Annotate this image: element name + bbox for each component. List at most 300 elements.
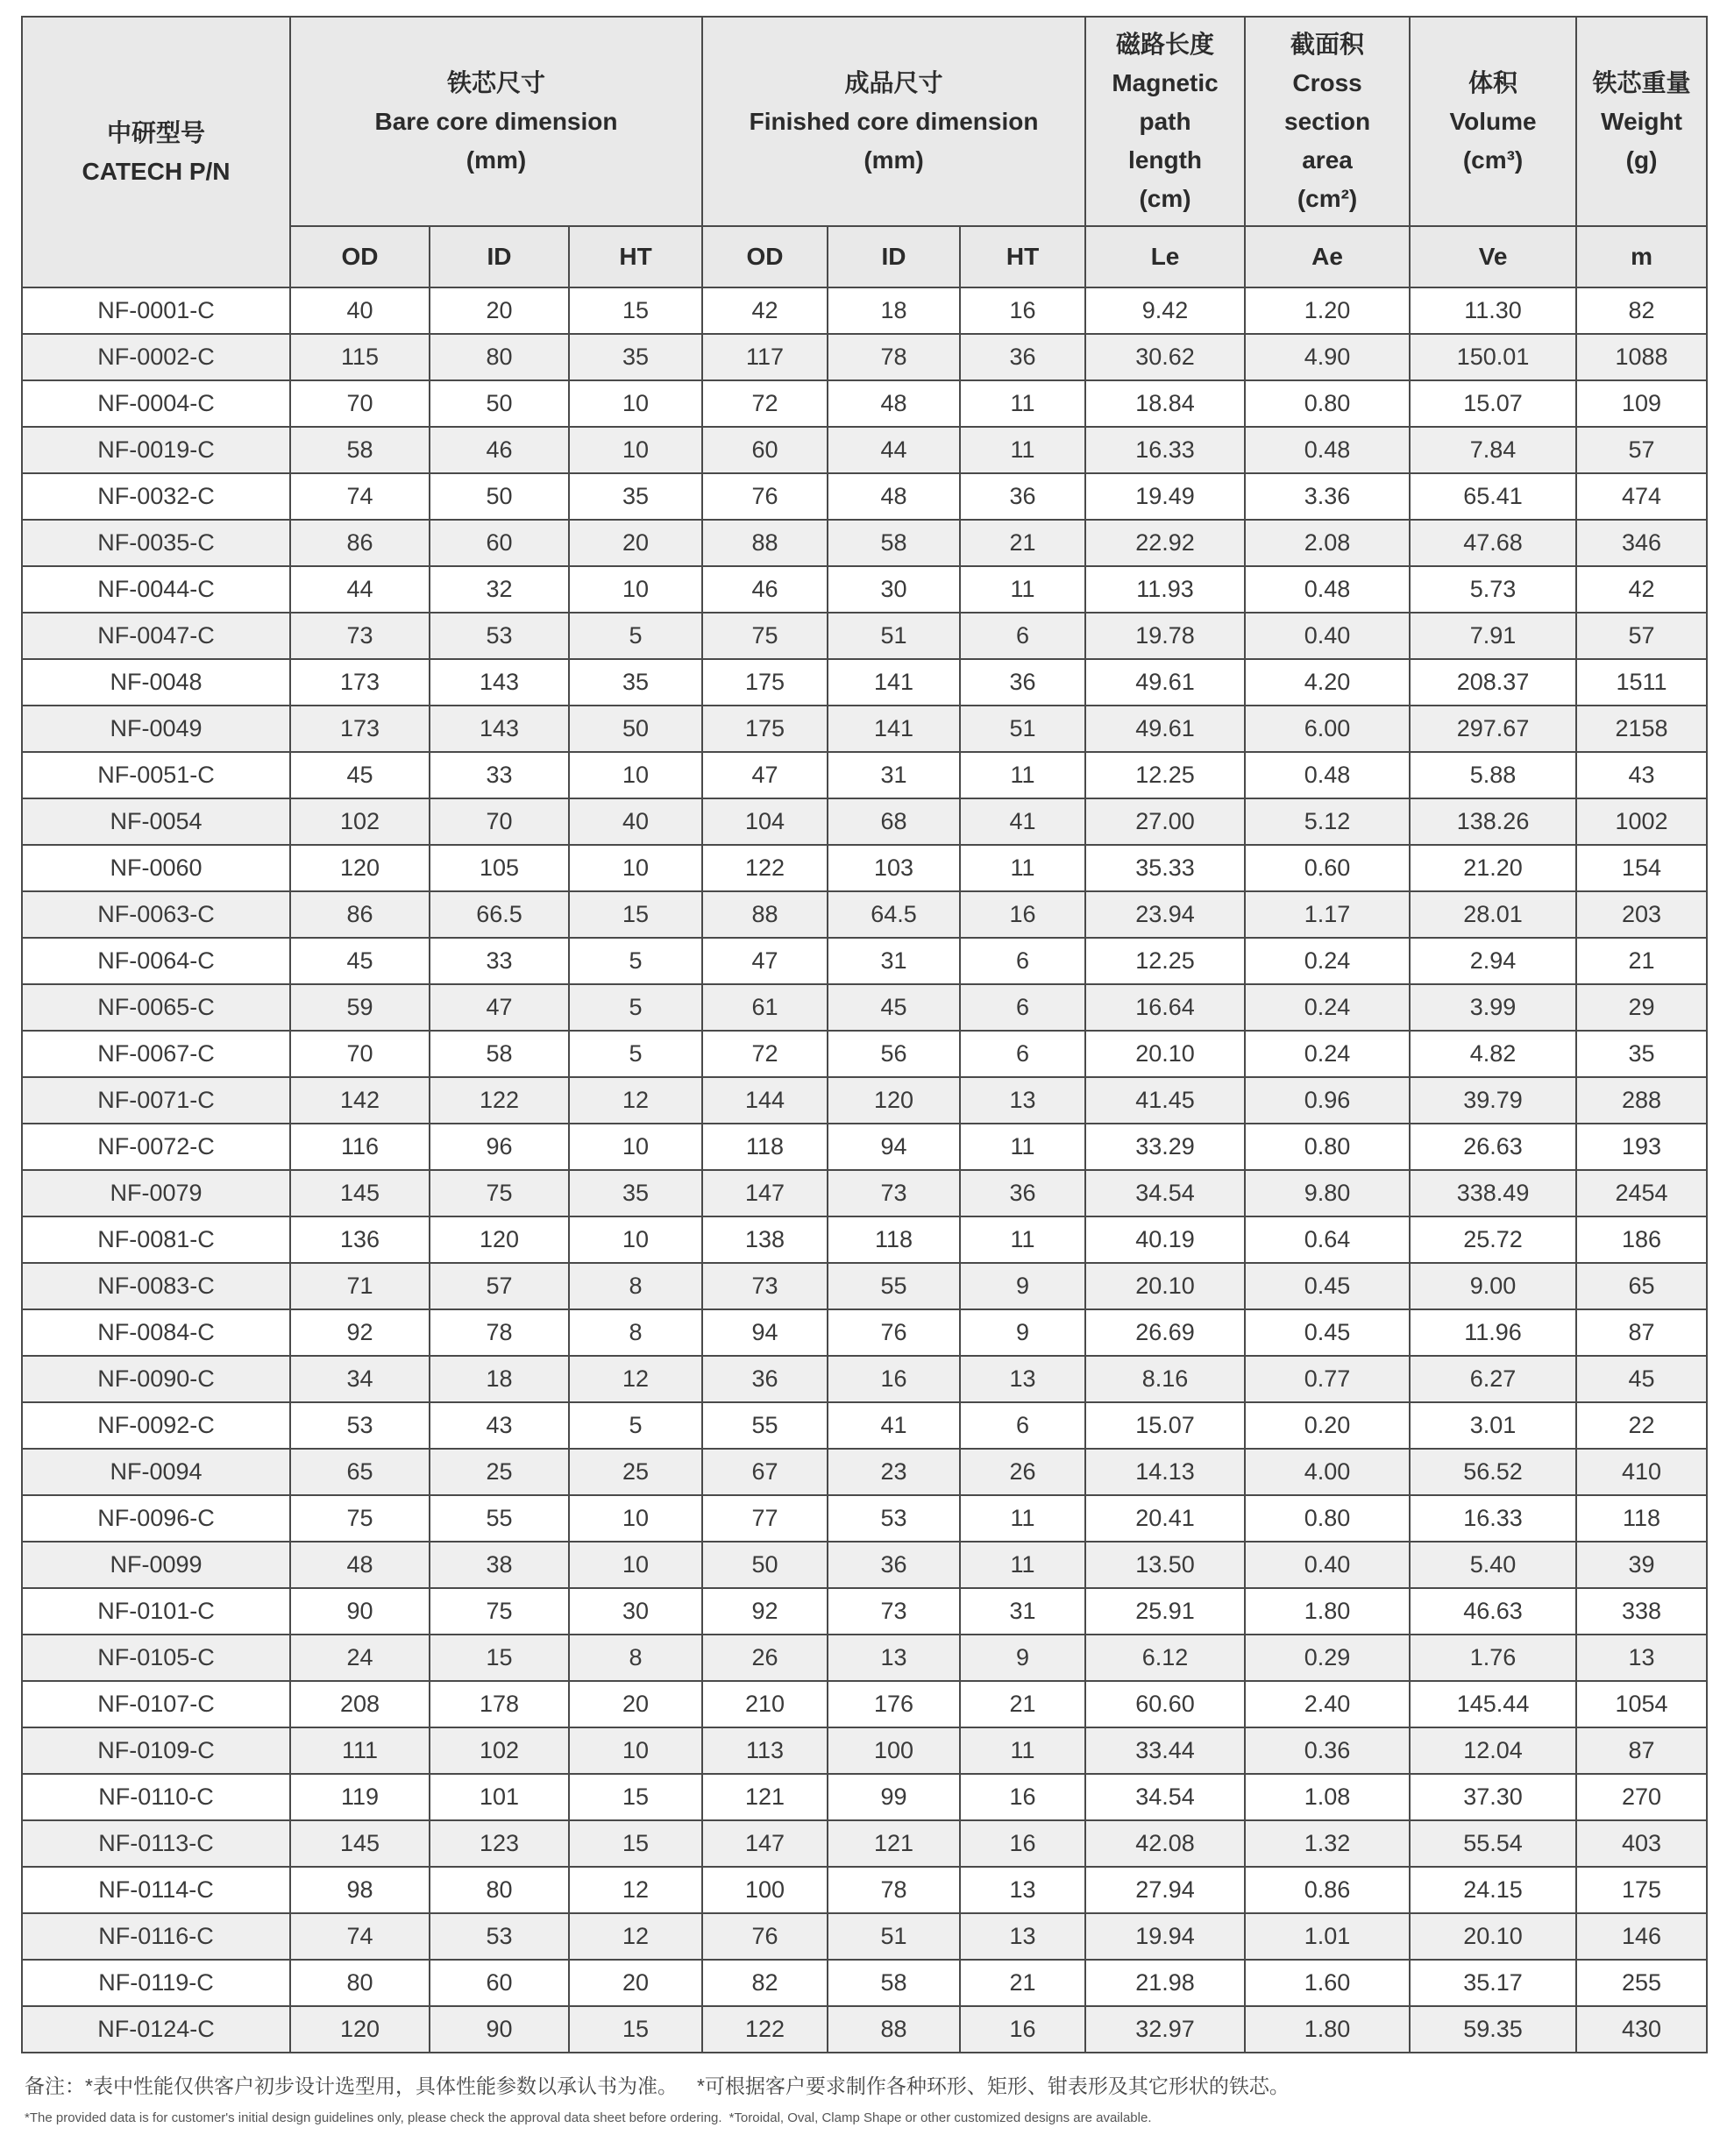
table-header — [22, 17, 1707, 287]
value-cell: 70 — [290, 1031, 430, 1077]
value-cell: 193 — [1576, 1124, 1707, 1170]
value-cell: 36 — [960, 473, 1085, 520]
value-cell: 50 — [430, 380, 569, 427]
value-cell: 32 — [430, 566, 569, 613]
table-row — [22, 473, 1707, 520]
value-cell: 13.50 — [1085, 1542, 1245, 1588]
value-cell: 56 — [828, 1031, 960, 1077]
subheader-cell: OD — [290, 226, 430, 287]
value-cell: 288 — [1576, 1077, 1707, 1124]
subheader-cell: HT — [960, 226, 1085, 287]
value-cell: 30 — [828, 566, 960, 613]
value-cell: 11 — [960, 380, 1085, 427]
part-number-cell: NF-0032-C — [22, 473, 290, 520]
value-cell: 6 — [960, 1031, 1085, 1077]
value-cell: 11 — [960, 1124, 1085, 1170]
value-cell: 0.40 — [1245, 613, 1410, 659]
value-cell: 12 — [569, 1913, 702, 1960]
value-cell: 80 — [430, 334, 569, 380]
value-cell: 35 — [569, 659, 702, 706]
value-cell: 1.01 — [1245, 1913, 1410, 1960]
value-cell: 9.80 — [1245, 1170, 1410, 1216]
value-cell: 145 — [290, 1820, 430, 1867]
footnote-en-1: *The provided data is for customer's initial design guidelines only, please check the approval data sheet before ordering. — [25, 2110, 722, 2125]
value-cell: 14.13 — [1085, 1449, 1245, 1495]
subheader-cell: OD — [702, 226, 828, 287]
part-number-cell: NF-0109-C — [22, 1727, 290, 1774]
value-cell: 186 — [1576, 1216, 1707, 1263]
header-volume: 体积 Volume (cm³) — [1410, 17, 1576, 226]
value-cell: 55 — [702, 1402, 828, 1449]
value-cell: 115 — [290, 334, 430, 380]
value-cell: 98 — [290, 1867, 430, 1913]
table-row — [22, 1774, 1707, 1820]
value-cell: 86 — [290, 891, 430, 938]
value-cell: 1088 — [1576, 334, 1707, 380]
value-cell: 0.80 — [1245, 1124, 1410, 1170]
value-cell: 53 — [430, 613, 569, 659]
value-cell: 58 — [290, 427, 430, 473]
value-cell: 1511 — [1576, 659, 1707, 706]
value-cell: 77 — [702, 1495, 828, 1542]
value-cell: 118 — [1576, 1495, 1707, 1542]
header-magnetic-path-length: 磁路长度 Magnetic path length (cm) — [1085, 17, 1245, 226]
value-cell: 34.54 — [1085, 1170, 1245, 1216]
value-cell: 9.00 — [1410, 1263, 1576, 1309]
value-cell: 44 — [290, 566, 430, 613]
value-cell: 72 — [702, 380, 828, 427]
value-cell: 76 — [702, 473, 828, 520]
value-cell: 96 — [430, 1124, 569, 1170]
value-cell: 72 — [702, 1031, 828, 1077]
value-cell: 35 — [569, 1170, 702, 1216]
value-cell: 44 — [828, 427, 960, 473]
value-cell: 80 — [290, 1960, 430, 2006]
value-cell: 49.61 — [1085, 659, 1245, 706]
value-cell: 34 — [290, 1356, 430, 1402]
value-cell: 43 — [430, 1402, 569, 1449]
value-cell: 154 — [1576, 845, 1707, 891]
value-cell: 1.76 — [1410, 1635, 1576, 1681]
header-weight: 铁芯重量 Weight (g) — [1576, 17, 1707, 226]
value-cell: 36 — [960, 334, 1085, 380]
part-number-cell: NF-0119-C — [22, 1960, 290, 2006]
table-row — [22, 984, 1707, 1031]
value-cell: 103 — [828, 845, 960, 891]
value-cell: 20.10 — [1085, 1031, 1245, 1077]
value-cell: 65.41 — [1410, 473, 1576, 520]
value-cell: 1.80 — [1245, 1588, 1410, 1635]
value-cell: 5.73 — [1410, 566, 1576, 613]
value-cell: 26 — [960, 1449, 1085, 1495]
value-cell: 12 — [569, 1077, 702, 1124]
value-cell: 4.82 — [1410, 1031, 1576, 1077]
value-cell: 40 — [569, 798, 702, 845]
value-cell: 120 — [430, 1216, 569, 1263]
table-row — [22, 287, 1707, 334]
part-number-cell: NF-0001-C — [22, 287, 290, 334]
value-cell: 26.63 — [1410, 1124, 1576, 1170]
value-cell: 104 — [702, 798, 828, 845]
value-cell: 203 — [1576, 891, 1707, 938]
header-cross-section-area: 截面积 Cross section area (cm²) — [1245, 17, 1410, 226]
value-cell: 59 — [290, 984, 430, 1031]
table-row — [22, 1263, 1707, 1309]
value-cell: 11 — [960, 1495, 1085, 1542]
value-cell: 3.01 — [1410, 1402, 1576, 1449]
value-cell: 109 — [1576, 380, 1707, 427]
value-cell: 120 — [290, 845, 430, 891]
value-cell: 15 — [569, 287, 702, 334]
part-number-cell: NF-0113-C — [22, 1820, 290, 1867]
part-number-cell: NF-0004-C — [22, 380, 290, 427]
value-cell: 0.24 — [1245, 1031, 1410, 1077]
value-cell: 48 — [828, 380, 960, 427]
value-cell: 101 — [430, 1774, 569, 1820]
value-cell: 122 — [702, 845, 828, 891]
value-cell: 16.33 — [1410, 1495, 1576, 1542]
value-cell: 0.86 — [1245, 1867, 1410, 1913]
value-cell: 26.69 — [1085, 1309, 1245, 1356]
value-cell: 208.37 — [1410, 659, 1576, 706]
value-cell: 35 — [569, 334, 702, 380]
value-cell: 1054 — [1576, 1681, 1707, 1727]
value-cell: 15 — [569, 891, 702, 938]
part-number-cell: NF-0084-C — [22, 1309, 290, 1356]
part-number-cell: NF-0101-C — [22, 1588, 290, 1635]
value-cell: 9 — [960, 1309, 1085, 1356]
part-number-cell: NF-0107-C — [22, 1681, 290, 1727]
table-row — [22, 1588, 1707, 1635]
table-row — [22, 1960, 1707, 2006]
value-cell: 5.12 — [1245, 798, 1410, 845]
footnote-cn-2: *可根据客户要求制作各种环形、矩形、钳表形及其它形状的铁芯。 — [696, 2074, 1290, 2097]
value-cell: 143 — [430, 706, 569, 752]
value-cell: 42 — [1576, 566, 1707, 613]
footnote-cn — [25, 2070, 1708, 2102]
value-cell: 51 — [828, 613, 960, 659]
subheader-cell: Le — [1085, 226, 1245, 287]
table-row — [22, 1309, 1707, 1356]
value-cell: 7.84 — [1410, 427, 1576, 473]
part-number-cell: NF-0060 — [22, 845, 290, 891]
value-cell: 100 — [828, 1727, 960, 1774]
value-cell: 41 — [828, 1402, 960, 1449]
value-cell: 6.00 — [1245, 706, 1410, 752]
value-cell: 175 — [1576, 1867, 1707, 1913]
value-cell: 36 — [960, 659, 1085, 706]
value-cell: 13 — [960, 1913, 1085, 1960]
value-cell: 121 — [828, 1820, 960, 1867]
value-cell: 0.64 — [1245, 1216, 1410, 1263]
value-cell: 82 — [1576, 287, 1707, 334]
value-cell: 0.48 — [1245, 752, 1410, 798]
value-cell: 270 — [1576, 1774, 1707, 1820]
value-cell: 20 — [569, 1960, 702, 2006]
value-cell: 75 — [290, 1495, 430, 1542]
value-cell: 23.94 — [1085, 891, 1245, 938]
value-cell: 58 — [828, 1960, 960, 2006]
part-number-cell: NF-0044-C — [22, 566, 290, 613]
value-cell: 5 — [569, 1402, 702, 1449]
value-cell: 11.96 — [1410, 1309, 1576, 1356]
value-cell: 11 — [960, 1542, 1085, 1588]
value-cell: 3.99 — [1410, 984, 1576, 1031]
value-cell: 45 — [1576, 1356, 1707, 1402]
value-cell: 31 — [828, 752, 960, 798]
value-cell: 19.94 — [1085, 1913, 1245, 1960]
value-cell: 136 — [290, 1216, 430, 1263]
value-cell: 24.15 — [1410, 1867, 1576, 1913]
value-cell: 111 — [290, 1727, 430, 1774]
value-cell: 48 — [828, 473, 960, 520]
value-cell: 16 — [960, 1820, 1085, 1867]
part-number-cell: NF-0071-C — [22, 1077, 290, 1124]
value-cell: 75 — [430, 1588, 569, 1635]
value-cell: 68 — [828, 798, 960, 845]
part-number-cell: NF-0035-C — [22, 520, 290, 566]
value-cell: 47.68 — [1410, 520, 1576, 566]
value-cell: 73 — [702, 1263, 828, 1309]
value-cell: 5 — [569, 613, 702, 659]
part-number-cell: NF-0110-C — [22, 1774, 290, 1820]
value-cell: 94 — [702, 1309, 828, 1356]
table-body — [22, 287, 1707, 2053]
value-cell: 13 — [960, 1077, 1085, 1124]
value-cell: 1.60 — [1245, 1960, 1410, 2006]
value-cell: 141 — [828, 659, 960, 706]
table-row — [22, 1867, 1707, 1913]
value-cell: 118 — [828, 1216, 960, 1263]
value-cell: 46 — [430, 427, 569, 473]
value-cell: 55.54 — [1410, 1820, 1576, 1867]
value-cell: 145 — [290, 1170, 430, 1216]
value-cell: 56.52 — [1410, 1449, 1576, 1495]
value-cell: 173 — [290, 659, 430, 706]
value-cell: 15.07 — [1410, 380, 1576, 427]
value-cell: 86 — [290, 520, 430, 566]
value-cell: 20.10 — [1410, 1913, 1576, 1960]
value-cell: 175 — [702, 659, 828, 706]
table-row — [22, 1681, 1707, 1727]
value-cell: 40 — [290, 287, 430, 334]
value-cell: 18.84 — [1085, 380, 1245, 427]
table-row — [22, 659, 1707, 706]
value-cell: 5.40 — [1410, 1542, 1576, 1588]
table-row — [22, 2006, 1707, 2053]
value-cell: 15 — [569, 1820, 702, 1867]
value-cell: 76 — [702, 1913, 828, 1960]
value-cell: 64.5 — [828, 891, 960, 938]
value-cell: 0.36 — [1245, 1727, 1410, 1774]
value-cell: 51 — [828, 1913, 960, 1960]
value-cell: 22 — [1576, 1402, 1707, 1449]
value-cell: 20.10 — [1085, 1263, 1245, 1309]
value-cell: 35.33 — [1085, 845, 1245, 891]
value-cell: 35 — [569, 473, 702, 520]
value-cell: 255 — [1576, 1960, 1707, 2006]
value-cell: 11 — [960, 1216, 1085, 1263]
value-cell: 13 — [960, 1356, 1085, 1402]
value-cell: 40.19 — [1085, 1216, 1245, 1263]
value-cell: 20 — [569, 520, 702, 566]
value-cell: 16 — [960, 287, 1085, 334]
part-number-cell: NF-0114-C — [22, 1867, 290, 1913]
value-cell: 10 — [569, 1216, 702, 1263]
value-cell: 0.60 — [1245, 845, 1410, 891]
value-cell: 33 — [430, 938, 569, 984]
part-number-cell: NF-0064-C — [22, 938, 290, 984]
value-cell: 144 — [702, 1077, 828, 1124]
value-cell: 117 — [702, 334, 828, 380]
value-cell: 11 — [960, 566, 1085, 613]
value-cell: 39.79 — [1410, 1077, 1576, 1124]
value-cell: 48 — [290, 1542, 430, 1588]
value-cell: 88 — [702, 891, 828, 938]
value-cell: 61 — [702, 984, 828, 1031]
value-cell: 20 — [569, 1681, 702, 1727]
value-cell: 147 — [702, 1820, 828, 1867]
value-cell: 13 — [1576, 1635, 1707, 1681]
value-cell: 39 — [1576, 1542, 1707, 1588]
value-cell: 90 — [290, 1588, 430, 1635]
value-cell: 123 — [430, 1820, 569, 1867]
value-cell: 16 — [960, 2006, 1085, 2053]
value-cell: 51 — [960, 706, 1085, 752]
value-cell: 4.20 — [1245, 659, 1410, 706]
value-cell: 10 — [569, 1495, 702, 1542]
value-cell: 73 — [828, 1588, 960, 1635]
value-cell: 36 — [960, 1170, 1085, 1216]
value-cell: 1002 — [1576, 798, 1707, 845]
value-cell: 6 — [960, 984, 1085, 1031]
value-cell: 10 — [569, 566, 702, 613]
table-row — [22, 1820, 1707, 1867]
part-number-cell: NF-0047-C — [22, 613, 290, 659]
value-cell: 57 — [430, 1263, 569, 1309]
value-cell: 346 — [1576, 520, 1707, 566]
value-cell: 4.90 — [1245, 334, 1410, 380]
value-cell: 120 — [828, 1077, 960, 1124]
table-row — [22, 1124, 1707, 1170]
value-cell: 67 — [702, 1449, 828, 1495]
value-cell: 94 — [828, 1124, 960, 1170]
value-cell: 11 — [960, 845, 1085, 891]
value-cell: 0.24 — [1245, 984, 1410, 1031]
value-cell: 65 — [290, 1449, 430, 1495]
value-cell: 53 — [430, 1913, 569, 1960]
value-cell: 15.07 — [1085, 1402, 1245, 1449]
value-cell: 20 — [430, 287, 569, 334]
value-cell: 176 — [828, 1681, 960, 1727]
value-cell: 5 — [569, 938, 702, 984]
value-cell: 122 — [430, 1077, 569, 1124]
value-cell: 30.62 — [1085, 334, 1245, 380]
table-row — [22, 566, 1707, 613]
value-cell: 12 — [569, 1867, 702, 1913]
value-cell: 74 — [290, 473, 430, 520]
value-cell: 8 — [569, 1263, 702, 1309]
value-cell: 0.29 — [1245, 1635, 1410, 1681]
value-cell: 78 — [828, 1867, 960, 1913]
value-cell: 38 — [430, 1542, 569, 1588]
footnote-en-2: *Toroidal, Oval, Clamp Shape or other customized designs are available. — [728, 2110, 1152, 2125]
value-cell: 58 — [430, 1031, 569, 1077]
value-cell: 113 — [702, 1727, 828, 1774]
value-cell: 121 — [702, 1774, 828, 1820]
value-cell: 58 — [828, 520, 960, 566]
value-cell: 102 — [430, 1727, 569, 1774]
value-cell: 474 — [1576, 473, 1707, 520]
value-cell: 57 — [1576, 613, 1707, 659]
part-number-cell: NF-0083-C — [22, 1263, 290, 1309]
footnote-cn-1: *表中性能仅供客户初步设计选型用，具体性能参数以承认书为准。 — [85, 2074, 678, 2097]
part-number-cell: NF-0092-C — [22, 1402, 290, 1449]
value-cell: 87 — [1576, 1309, 1707, 1356]
value-cell: 210 — [702, 1681, 828, 1727]
table-row — [22, 1077, 1707, 1124]
value-cell: 100 — [702, 1867, 828, 1913]
value-cell: 10 — [569, 427, 702, 473]
value-cell: 116 — [290, 1124, 430, 1170]
value-cell: 42.08 — [1085, 1820, 1245, 1867]
value-cell: 12 — [569, 1356, 702, 1402]
value-cell: 21 — [960, 520, 1085, 566]
value-cell: 0.77 — [1245, 1356, 1410, 1402]
value-cell: 75 — [702, 613, 828, 659]
value-cell: 90 — [430, 2006, 569, 2053]
footnote-label: 备注： — [25, 2074, 85, 2097]
value-cell: 145.44 — [1410, 1681, 1576, 1727]
value-cell: 10 — [569, 1124, 702, 1170]
table-row — [22, 1727, 1707, 1774]
value-cell: 55 — [430, 1495, 569, 1542]
part-number-cell: NF-0072-C — [22, 1124, 290, 1170]
part-number-cell: NF-0051-C — [22, 752, 290, 798]
part-number-cell: NF-0081-C — [22, 1216, 290, 1263]
value-cell: 6 — [960, 938, 1085, 984]
value-cell: 10 — [569, 845, 702, 891]
table-row — [22, 1170, 1707, 1216]
value-cell: 6 — [960, 1402, 1085, 1449]
value-cell: 70 — [430, 798, 569, 845]
table-row — [22, 752, 1707, 798]
value-cell: 1.17 — [1245, 891, 1410, 938]
value-cell: 28.01 — [1410, 891, 1576, 938]
value-cell: 0.40 — [1245, 1542, 1410, 1588]
part-number-cell: NF-0094 — [22, 1449, 290, 1495]
value-cell: 42 — [702, 287, 828, 334]
value-cell: 66.5 — [430, 891, 569, 938]
part-number-cell: NF-0054 — [22, 798, 290, 845]
value-cell: 16 — [828, 1356, 960, 1402]
value-cell: 0.48 — [1245, 427, 1410, 473]
value-cell: 0.96 — [1245, 1077, 1410, 1124]
value-cell: 8.16 — [1085, 1356, 1245, 1402]
value-cell: 11 — [960, 752, 1085, 798]
value-cell: 60 — [430, 1960, 569, 2006]
table-row — [22, 706, 1707, 752]
part-number-cell: NF-0065-C — [22, 984, 290, 1031]
value-cell: 2.08 — [1245, 520, 1410, 566]
value-cell: 16 — [960, 891, 1085, 938]
header-bare-core: 铁芯尺寸 Bare core dimension (mm) — [290, 17, 702, 226]
part-number-cell: NF-0096-C — [22, 1495, 290, 1542]
value-cell: 1.20 — [1245, 287, 1410, 334]
value-cell: 92 — [290, 1309, 430, 1356]
value-cell: 0.80 — [1245, 1495, 1410, 1542]
value-cell: 25.91 — [1085, 1588, 1245, 1635]
